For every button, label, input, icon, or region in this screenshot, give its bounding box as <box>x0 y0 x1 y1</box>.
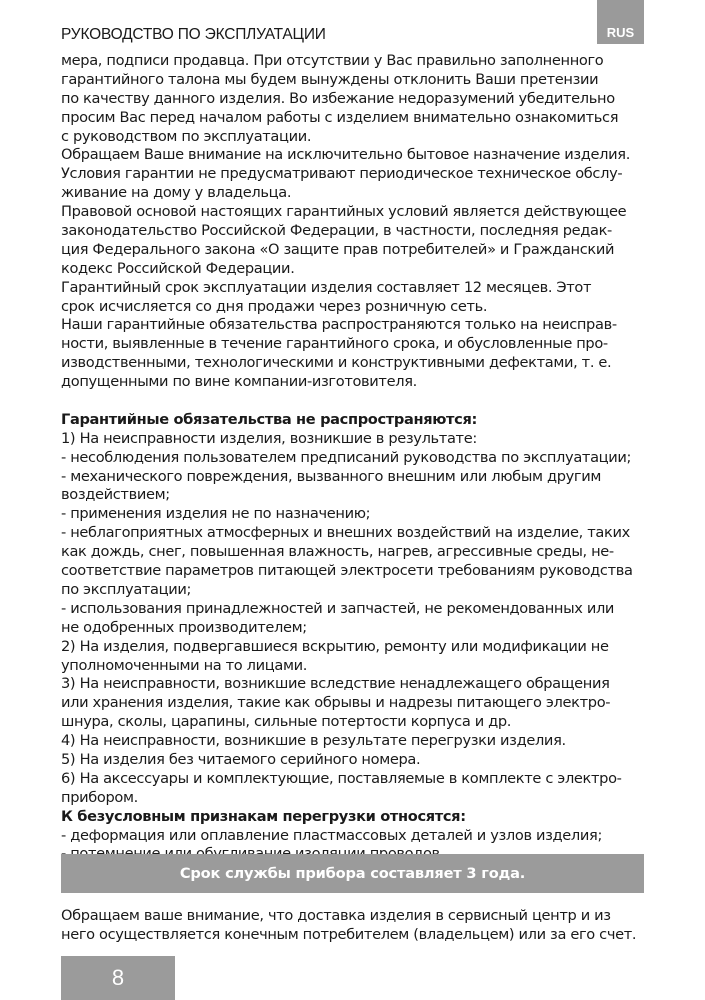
text-line: - неблагоприятных атмосферных и внешних воздействий на изделие, таких <box>61 524 630 542</box>
text-line: как дождь, снег, повышенная влажность, нагрев, агрессивные среды, не- <box>61 543 614 561</box>
text-line: Гарантийный срок эксплуатации изделия составляет 12 месяцев. Этот <box>61 278 592 296</box>
text-line: - использования принадлежностей и запчастей, не рекомендованных или <box>61 599 615 617</box>
text-line: него осуществляется конечным потребителем (владельцем) или за его счет. <box>61 925 637 943</box>
text-line: законодательство Российской Федерации, в частности, последняя редак- <box>61 222 612 240</box>
text-line: Наши гарантийные обязательства распространяются только на неисправ- <box>61 316 617 334</box>
text-line: шнура, сколы, царапины, сильные потертости корпуса и др. <box>61 713 512 731</box>
page-number: 8 <box>61 956 175 1000</box>
text-line: изводственными, технологическими и конструктивными дефектами, т. е. <box>61 354 612 372</box>
text-line: Обращаем ваше внимание, что доставка изделия в сервисный центр и из <box>61 907 611 924</box>
text-line: или хранения изделия, такие как обрывы и надрезы питающего электро- <box>61 694 611 712</box>
text-line: - несоблюдения пользователем предписаний руководства по эксплуатации; <box>61 448 632 466</box>
text-line: прибором. <box>61 788 138 806</box>
text-line: 4) На неисправности, возникшие в результате перегрузки изделия. <box>61 732 566 750</box>
text-line: с руководством по эксплуатации. <box>61 127 312 145</box>
paragraph-gap <box>61 392 651 411</box>
text-line: мера, подписи продавца. При отсутствии у Вас правильно заполненного <box>61 52 604 69</box>
text-line: Условия гарантии не предусматривают периодическое техническое обслу- <box>61 165 623 183</box>
text-line: 3) На неисправности, возникшие вследствие ненадлежащего обращения <box>61 675 610 693</box>
text-line: воздействием; <box>61 486 170 504</box>
text-line: 2) На изделия, подвергавшиеся вскрытию, ремонту или модификации не <box>61 637 609 655</box>
text-line: по эксплуатации; <box>61 580 192 598</box>
language-tab: RUS <box>597 0 644 44</box>
text-line: живание на дому у владельца. <box>61 184 292 202</box>
footer-paragraph <box>61 907 651 945</box>
text-line: - механического повреждения, вызванного внешним или любым другим <box>61 467 602 485</box>
document-body <box>61 52 651 864</box>
text-line: срок исчисляется со дня продажи через розничную сеть. <box>61 297 488 315</box>
section-heading: Гарантийные обязательства не распространяются: <box>61 410 477 428</box>
text-line: ности, выявленные в течение гарантийного срока, и обусловленные про- <box>61 335 608 353</box>
text-line: не одобренных производителем; <box>61 618 307 636</box>
text-line: - деформация или оплавление пластмассовых деталей и узлов изделия; <box>61 826 603 844</box>
text-line: просим Вас перед началом работы с изделием внимательно ознакомиться <box>61 108 619 126</box>
text-line: - применения изделия не по назначению; <box>61 505 371 523</box>
service-life-banner: Срок службы прибора составляет 3 года. <box>61 854 644 893</box>
text-line: по качеству данного изделия. Во избежание недоразумений убедительно <box>61 89 615 107</box>
text-line: соответствие параметров питающей электросети требованиям руководства <box>61 562 633 580</box>
section-heading: К безусловным признакам перегрузки относятся: <box>61 807 466 825</box>
text-line: гарантийного талона мы будем вынуждены отклонить Ваши претензии <box>61 70 599 88</box>
text-line: ция Федерального закона «О защите прав потребителей» и Гражданский <box>61 240 615 258</box>
text-line: 6) На аксессуары и комплектующие, поставляемые в комплекте с электро- <box>61 769 622 787</box>
text-line: уполномоченными на то лицами. <box>61 656 308 674</box>
text-line: допущенными по вине компании-изготовителя. <box>61 373 417 391</box>
text-line: 1) На неисправности изделия, возникшие в результате: <box>61 429 477 447</box>
page-header-title: РУКОВОДСТВО ПО ЭКСПЛУАТАЦИИ <box>61 26 326 43</box>
text-line: кодекс Российской Федерации. <box>61 259 295 277</box>
text-line: Обращаем Ваше внимание на исключительно бытовое назначение изделия. <box>61 146 631 164</box>
text-line: 5) На изделия без читаемого серийного номера. <box>61 750 421 768</box>
text-line: Правовой основой настоящих гарантийных условий является действующее <box>61 203 627 221</box>
